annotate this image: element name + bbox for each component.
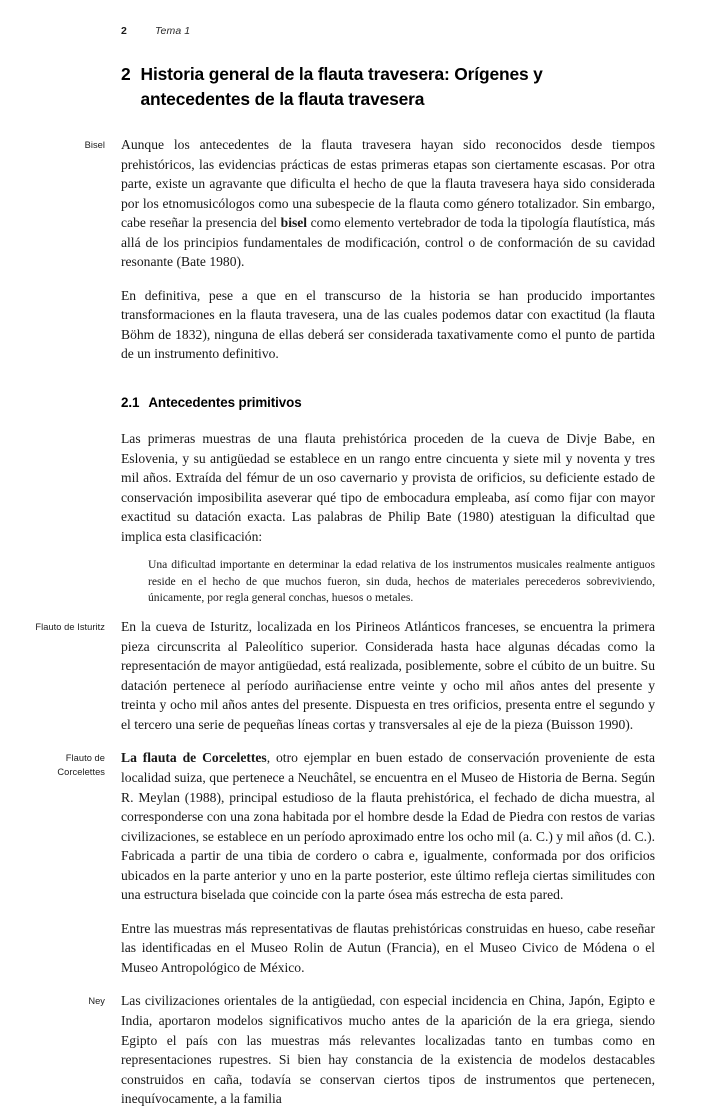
running-head [121,25,190,37]
paragraph-5-rest: , otro ejemplar en buen estado de conservación proveniente de esta localidad suiza, que pertenece a Neuchâtel, se encuentra en el Museo de Historia de Berna. Según R. Meylan (1988), principal estudioso de la flauta prehistórica, el fechado de dicha muestra, al corresponderse con una zona habitada por el hombre desde la Edad de Piedra con restos de varias civilizaciones, se establece en un período aproximado entre los ocho mil (a. C.) y mil años (d. C.). Fabricada a partir de una tibia de cordero o cabra e, igualmente, conformada por dos orificios ubicados en la parte anterior y uno en la parte posterior, este último refleja ciertas similitudes con una estructura biselada que coincide con la parte ósea más estrecha de esta pared. [121,750,655,903]
spacer [0,546,723,557]
paragraph-2: En definitiva, pese a que en el transcurso de la historia se han producido importantes transformaciones en la flauta travesera, una de las cuales podemos datar con exactitud (la flauta Böhm de 1832), ninguna de ellas deberá ser considerada taxativamente como el punto de partida de un instrumento definitivo. [121,287,655,362]
section-title [121,394,655,412]
margin-note-ney: Ney [88,996,105,1007]
blockquote-column [121,557,655,606]
blockquote-block [0,557,723,606]
page-content [0,62,723,1109]
blockquote-bate: Una dificultad importante en determinar la edad relativa de los instrumentos musicales realmente antiguos reside en el hecho de que muchos fueron, sin duda, hechos de materiales perecederos sobreviviendo, únicamente, por regla general conchas, huesos o metales. [148,558,655,604]
chapter-title-text: Historia general de la flauta travesera: Orígenes y antecedentes de la flauta travesera [140,64,543,109]
spacer [0,111,723,135]
paragraph-column [121,135,655,272]
chapter-heading-column [121,62,655,111]
chapter-heading-block [0,62,723,111]
paragraph-block-bisel [0,135,723,272]
spacer [0,734,723,748]
section-heading-column [121,394,655,412]
spacer [0,977,723,991]
paragraph-6: Entre las muestras más representativas de flautas prehistóricas construidas en hueso, cabe reseñar las identificadas en el Museo Rolin de Autun (Francia), en el Museo Civico de Módena o el Museo Antropológico de México. [121,920,655,975]
spacer [0,606,723,617]
paragraph-1-part-1: Aunque los antecedentes de la flauta travesera hayan sido reconocidos desde tiempos prehistóricos, las evidencias prácticas de estas primeras etapas son ciertamente escasas. Por otra parte, existe un agravante que dificulta el hecho de que la flauta travesera haya sido considerada por los etnomusicólogos como una subespecie de la flauta como género totalizador. Sin embargo, cabe reseñar la presencia del [121,137,655,231]
page-number: 2 [121,25,127,37]
paragraph-block-3 [0,429,723,546]
chapter-number: 2 [121,64,131,84]
paragraph-7: Las civilizaciones orientales de la antigüedad, con especial incidencia en China, Japón, Egipto e India, aportaron modelos significativos mucho antes de la aparición de la era griega, siendo Egipto el país con las muestras más relevantes localizadas tanto en tumbas como en representaciones rupestres. Si bien hay constancia de la existencia de modelos destacables construidos en caña, todavía se conservan ciertos tipos de instrumentos que pertenecen, inequívocamente, a la familia [121,993,655,1107]
margin-note-corcelettes-line-1: Flauto de [65,753,105,764]
paragraph-1-part-2: como elemento vertebrador de toda la tipología flautística, más allá de los principios fundamentales de modificación, control o de conformación de su cavidad resonante (Bate 1980). [121,215,655,270]
margin-note-corcelettes-line-2: Corcelettes [57,767,105,778]
paragraph-3: Las primeras muestras de una flauta prehistórica proceden de la cueva de Divje Babe, en Eslovenia, y su antigüedad se establece en un rango entre cincuenta y siete mil y noventa y tres mil años. Extraída del fémur de un oso cavernario y provista de orificios, su deficiente estado de conservación imposibilita aseverar qué tipo de embocadura empleaba, así como fijar con mayor exactitud su datación exacta. Las palabras de Philip Bate (1980) atestiguan la dificultad que implica esta clasificación: [121,431,655,544]
margin-note-isturitz: Flauto de Isturitz [35,622,105,633]
spacer [0,905,723,919]
page-title [121,62,655,111]
paragraph-5-lead-in: La flauta de Corcelettes [121,750,267,766]
paragraph-4: En la cueva de Isturitz, localizada en los Pirineos Atlánticos franceses, se encuentra la primera pieza circunscrita al Paleolítico superior. Considerada hasta hace algunas décadas como la representación de mayor antigüedad, está realizada, posiblemente, sobre el cúbito de un buitre. Su datación pertenece al período auriñaciense entre veinte y ocho mil años antes del presente y treinta y ocho mil años antes del presente. Dispuesta en tres orificios, presenta entre el segundo y el tercero una serie de pequeñas líneas cortas y transversales al eje de la pieza (Buisson 1990). [121,619,655,732]
paragraph-5 [121,748,655,904]
paragraph-block-corcelettes [0,748,723,904]
margin-note-bisel: Bisel [84,140,105,150]
paragraph-block-6 [0,919,723,978]
paragraph-column [121,617,655,734]
paragraph-column [121,429,655,546]
paragraph-column [121,919,655,978]
paragraph-block-2 [0,286,723,364]
section-heading-block [0,394,723,412]
paragraph-block-ney [0,991,723,1108]
spacer [0,272,723,286]
paragraph-1 [121,135,655,272]
paragraph-block-isturitz [0,617,723,734]
paragraph-1-emphasis-bisel: bisel [280,215,308,231]
paragraph-column [121,748,655,904]
spacer [0,364,723,394]
margin-note-corcelettes [0,748,105,779]
spacer [0,412,723,429]
section-title-text: Antecedentes primitivos [148,395,302,411]
running-head-chapter: Tema 1 [155,25,191,37]
paragraph-column [121,286,655,364]
section-number: 2.1 [121,395,140,411]
paragraph-column [121,991,655,1108]
